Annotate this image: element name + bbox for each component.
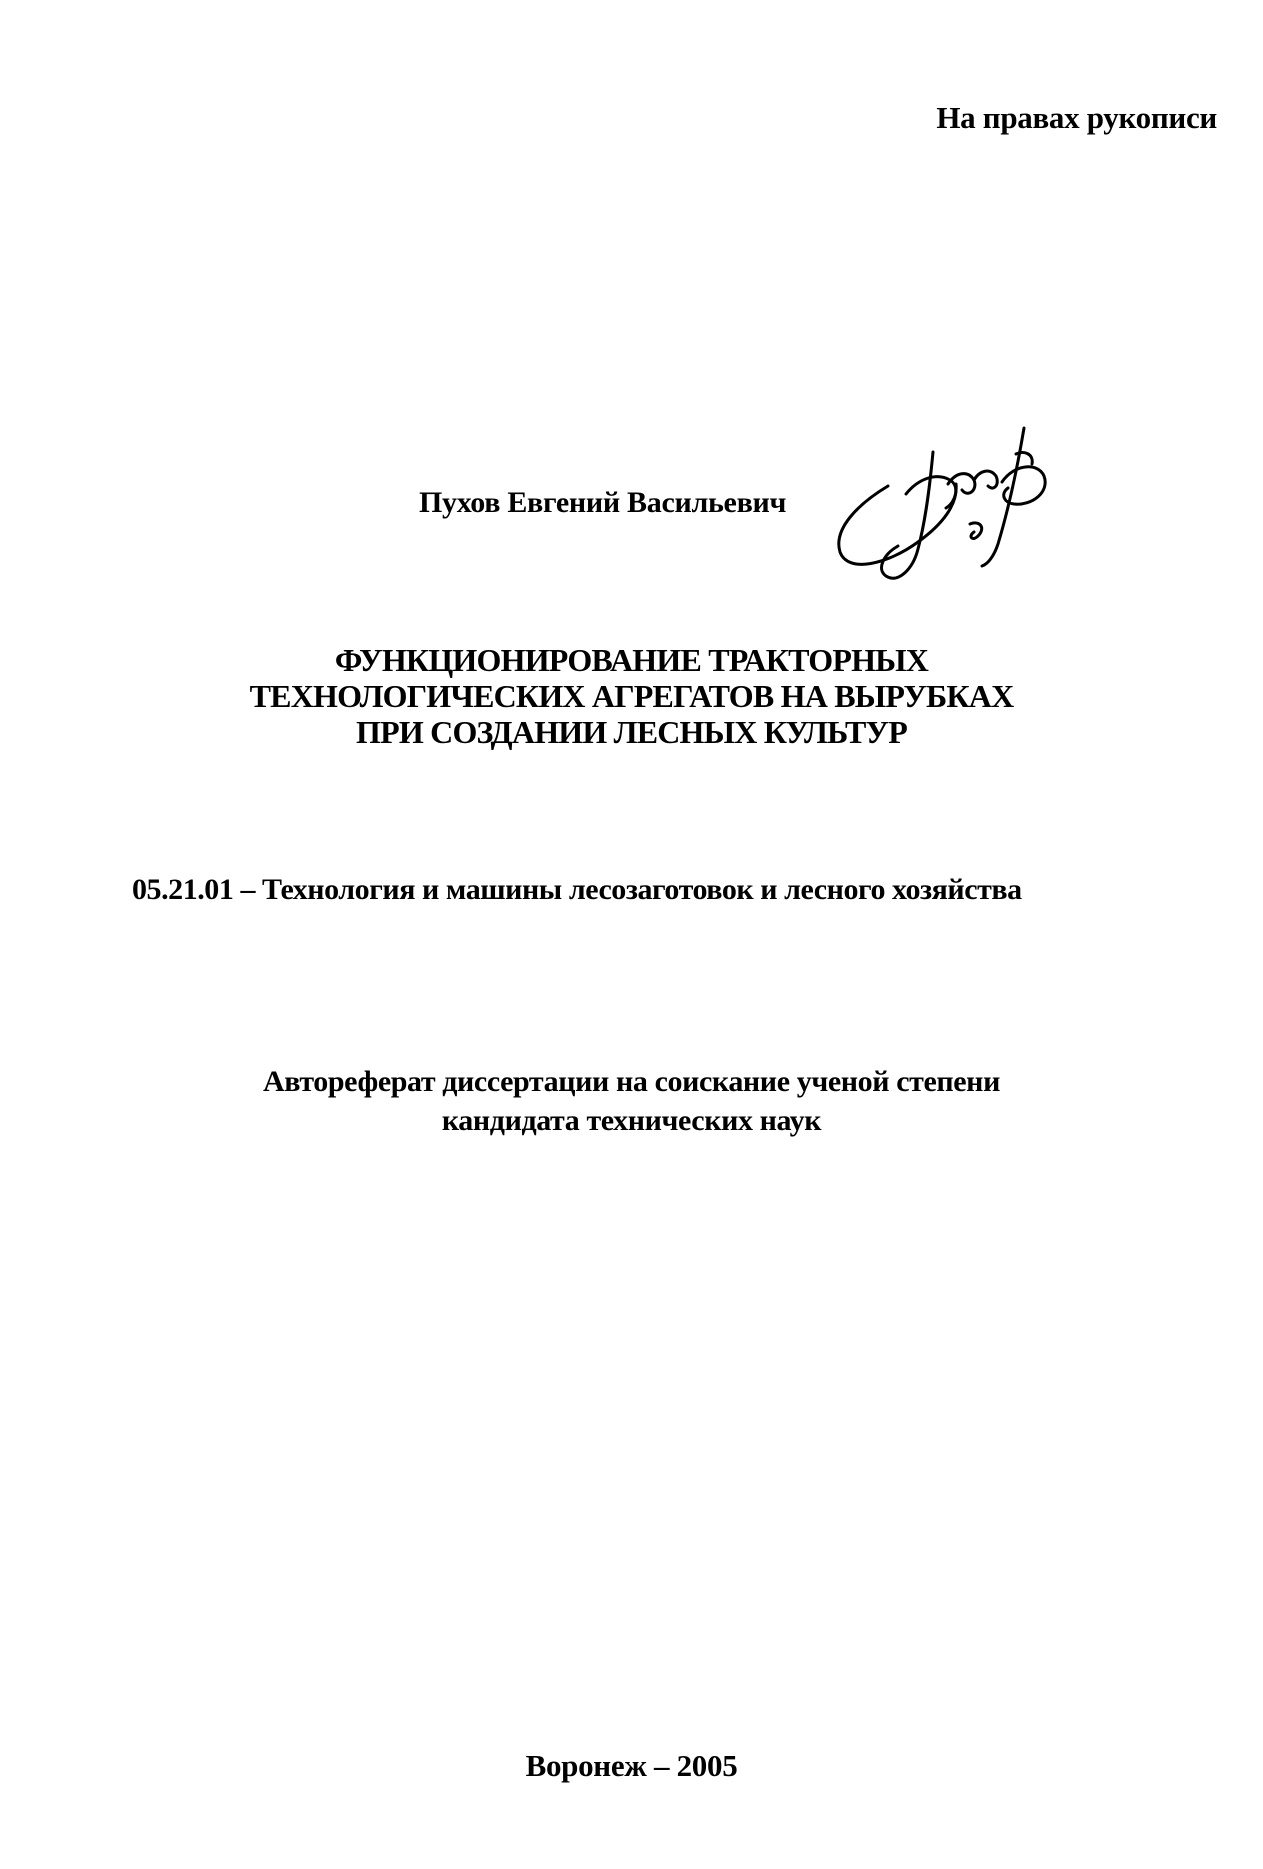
dissertation-title — [0, 642, 1263, 750]
abstract-line: Автореферат диссертации на соискание ученой степени — [263, 1065, 1000, 1098]
title-line: ПРИ СОЗДАНИИ ЛЕСНЫХ КУЛЬТУР — [356, 714, 907, 750]
title-line: ФУНКЦИОНИРОВАНИЕ ТРАКТОРНЫХ — [334, 642, 929, 678]
specialty-code: 05.21.01 – Технология и машины лесозаготовок и лесного хозяйства — [132, 873, 1022, 906]
rights-notice: На правах рукописи — [936, 100, 1217, 135]
abstract-line: кандидата технических наук — [441, 1104, 822, 1137]
author-signature — [828, 424, 1068, 594]
city-year: Воронеж – 2005 — [525, 1748, 738, 1783]
abstract-description — [0, 1062, 1263, 1140]
title-line: ТЕХНОЛОГИЧЕСКИХ АГРЕГАТОВ НА ВЫРУБКАХ — [249, 678, 1014, 714]
author-name: Пухов Евгений Васильевич — [419, 486, 787, 519]
